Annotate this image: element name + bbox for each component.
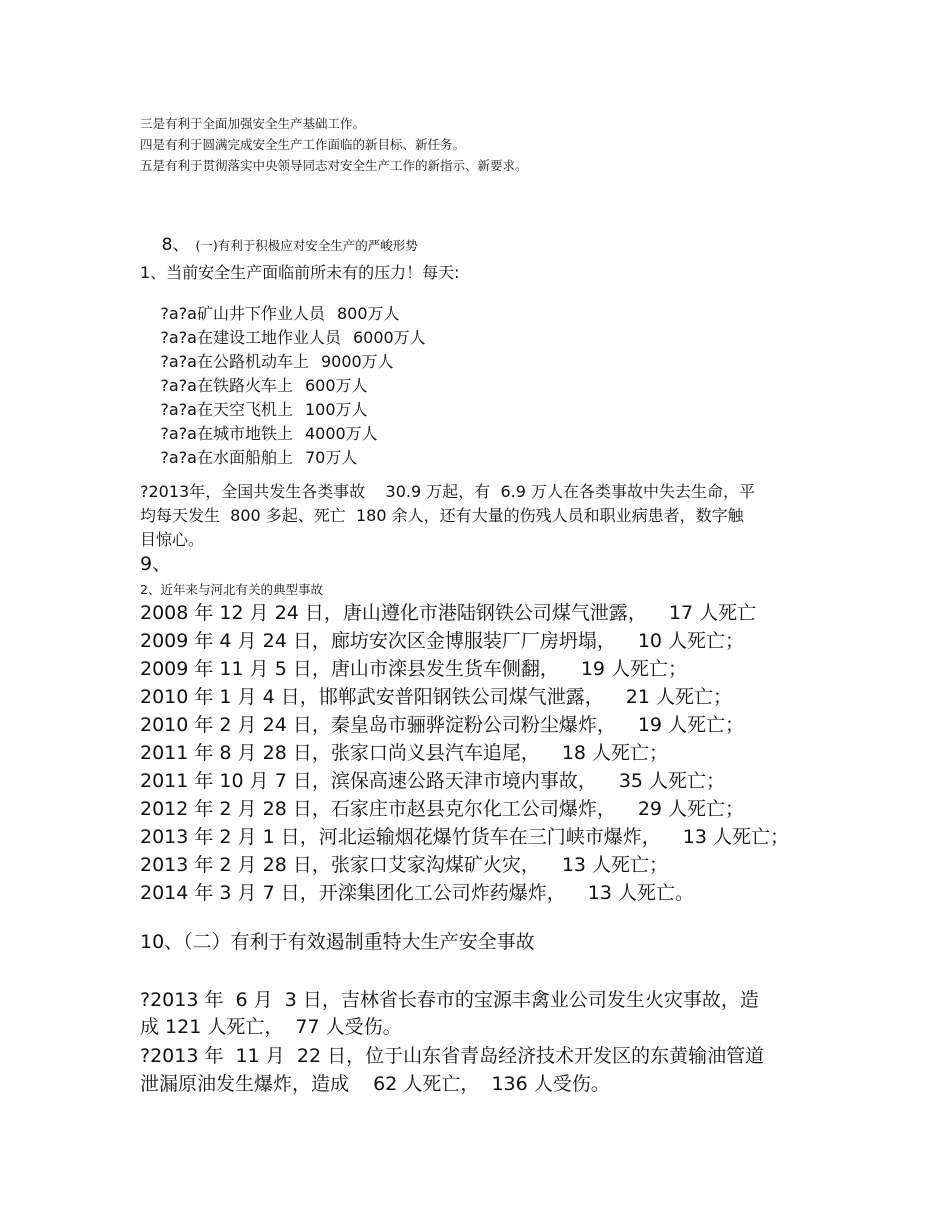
accident-deaths: 18 人死亡；: [561, 742, 669, 764]
item-prefix: ?a?a: [160, 424, 197, 443]
accident-deaths: 35 人死亡；: [618, 770, 726, 792]
accident-row: [140, 856, 668, 875]
accident-date: 2014 年 3 月 7 日，: [140, 882, 319, 904]
accident-desc: 石家庄市赵县克尔化工公司爆炸，: [330, 798, 616, 820]
accident-date: 2013 年 2 月 1 日，: [140, 826, 319, 848]
item-prefix: ?a?a: [160, 400, 197, 419]
accident-row: [140, 632, 744, 651]
accident-date: 2013 年 2 月 28 日，: [140, 854, 331, 876]
item-text: 矿山井下作业人员: [196, 304, 325, 323]
stats-line: 均每天发生 800 多起、死亡 180 余人，还有大量的伤残人员和职业病患者，数字触: [140, 506, 744, 525]
accident-row: [140, 688, 732, 707]
accident-date: 2010 年 1 月 4 日，: [140, 686, 319, 708]
accident-desc: 张家口艾家沟煤矿火灾，: [330, 854, 540, 876]
item-text: 在铁路火车上: [196, 376, 293, 395]
item-value: 70万人: [304, 448, 358, 467]
accident-row: [140, 744, 668, 763]
accident-row: [140, 604, 756, 623]
accident-date: 2011 年 8 月 28 日，: [140, 742, 331, 764]
accident-deaths: 17 人死亡: [668, 602, 757, 624]
section-8-title: (一)有利于积极应对安全生产的严峻形势: [195, 238, 418, 253]
accident-desc: 张家口尚义县汽车追尾，: [330, 742, 540, 764]
section-9-subtitle: 2、近年来与河北有关的典型事故: [140, 582, 323, 597]
accident-row: [140, 660, 687, 679]
item-prefix: ?a?a: [160, 376, 197, 395]
item-prefix: ?a?a: [160, 448, 197, 467]
accident-desc: 开滦集团化工公司炸药爆炸，: [318, 882, 566, 904]
accident-deaths: 19 人死亡；: [580, 658, 688, 680]
accident-row: [140, 800, 744, 819]
item-value: 9000万人: [320, 352, 394, 371]
item-value: 4000万人: [304, 424, 378, 443]
intro-line-5: 五是有利于贯彻落实中央领导同志对安全生产工作的新指示、新要求。: [140, 158, 528, 173]
section-9-number: 9、: [140, 553, 172, 575]
item-text: 在水面船舶上: [196, 448, 293, 467]
item-text: 在公路机动车上: [196, 352, 309, 371]
intro-line-4: 四是有利于圆满完成安全生产工作面临的新目标、新任务。: [140, 137, 466, 152]
accident-date: 2011 年 10 月 7 日，: [140, 770, 331, 792]
accident-date: 2008 年 12 月 24 日，: [140, 602, 343, 624]
item-value: 6000万人: [352, 328, 426, 347]
pressure-heading: 1、当前安全生产面临前所未有的压力！每天:: [140, 263, 460, 282]
stats-line: 目惊心。: [140, 530, 205, 549]
item-text: 在城市地铁上: [196, 424, 293, 443]
accident-desc: 廊坊安次区金博服装厂厂房坍塌，: [330, 630, 616, 652]
accident-desc: 河北运输烟花爆竹货车在三门峡市爆炸，: [318, 826, 661, 848]
incident-line: ?2013 年 6 月 3 日，吉林省长春市的宝源丰禽业公司发生火灾事故，造: [140, 989, 759, 1011]
accident-deaths: 13 人死亡。: [587, 882, 694, 904]
item-value: 800万人: [336, 304, 400, 323]
accident-deaths: 10 人死亡；: [637, 630, 745, 652]
accident-desc: 滨保高速公路天津市境内事故，: [330, 770, 597, 792]
section-10-heading: 10、（二）有利于有效遏制重特大生产安全事故: [140, 931, 535, 953]
accident-deaths: 13 人死亡；: [561, 854, 669, 876]
incident-line: 成 121 人死亡， 77 人受伤。: [140, 1016, 402, 1038]
incident-line: ?2013 年 11 月 22 日，位于山东省青岛经济技术开发区的东黄输油管道: [140, 1045, 765, 1067]
accident-date: 2009 年 11 月 5 日，: [140, 658, 331, 680]
accident-deaths: 13 人死亡；: [682, 826, 789, 848]
item-text: 在天空飞机上: [196, 400, 293, 419]
item-prefix: ?a?a: [160, 328, 197, 347]
item-value: 100万人: [304, 400, 368, 419]
pressure-item: [140, 434, 357, 482]
stats-line: ?2013年，全国共发生各类事故 30.9 万起，有 6.9 万人在各类事故中失去生命，平: [140, 482, 755, 501]
accident-row: [140, 828, 789, 847]
accident-desc: 唐山遵化市港陆钢铁公司煤气泄露，: [342, 602, 647, 624]
item-prefix: ?a?a: [160, 304, 197, 323]
accident-date: 2012 年 2 月 28 日，: [140, 798, 331, 820]
accident-date: 2010 年 2 月 24 日，: [140, 714, 331, 736]
intro-line-3: 三是有利于全面加强安全生产基础工作。: [140, 116, 366, 131]
item-prefix: ?a?a: [160, 352, 197, 371]
accident-row: [140, 884, 694, 903]
accident-row: [140, 716, 744, 735]
incident-line: 泄漏原油发生爆炸，造成 62 人死亡， 136 人受伤。: [140, 1073, 610, 1095]
accident-desc: 唐山市滦县发生货车侧翻，: [330, 658, 559, 680]
item-text: 在建设工地作业人员: [196, 328, 341, 347]
accident-deaths: 19 人死亡；: [637, 714, 745, 736]
accident-date: 2009 年 4 月 24 日，: [140, 630, 331, 652]
accident-deaths: 29 人死亡；: [637, 798, 745, 820]
accident-row: [140, 772, 725, 791]
accident-deaths: 21 人死亡；: [625, 686, 732, 708]
accident-desc: 秦皇岛市骊骅淀粉公司粉尘爆炸，: [330, 714, 616, 736]
item-value: 600万人: [304, 376, 368, 395]
accident-desc: 邯郸武安普阳钢铁公司煤气泄露，: [318, 686, 604, 708]
section-8-number: 8、: [161, 235, 190, 255]
